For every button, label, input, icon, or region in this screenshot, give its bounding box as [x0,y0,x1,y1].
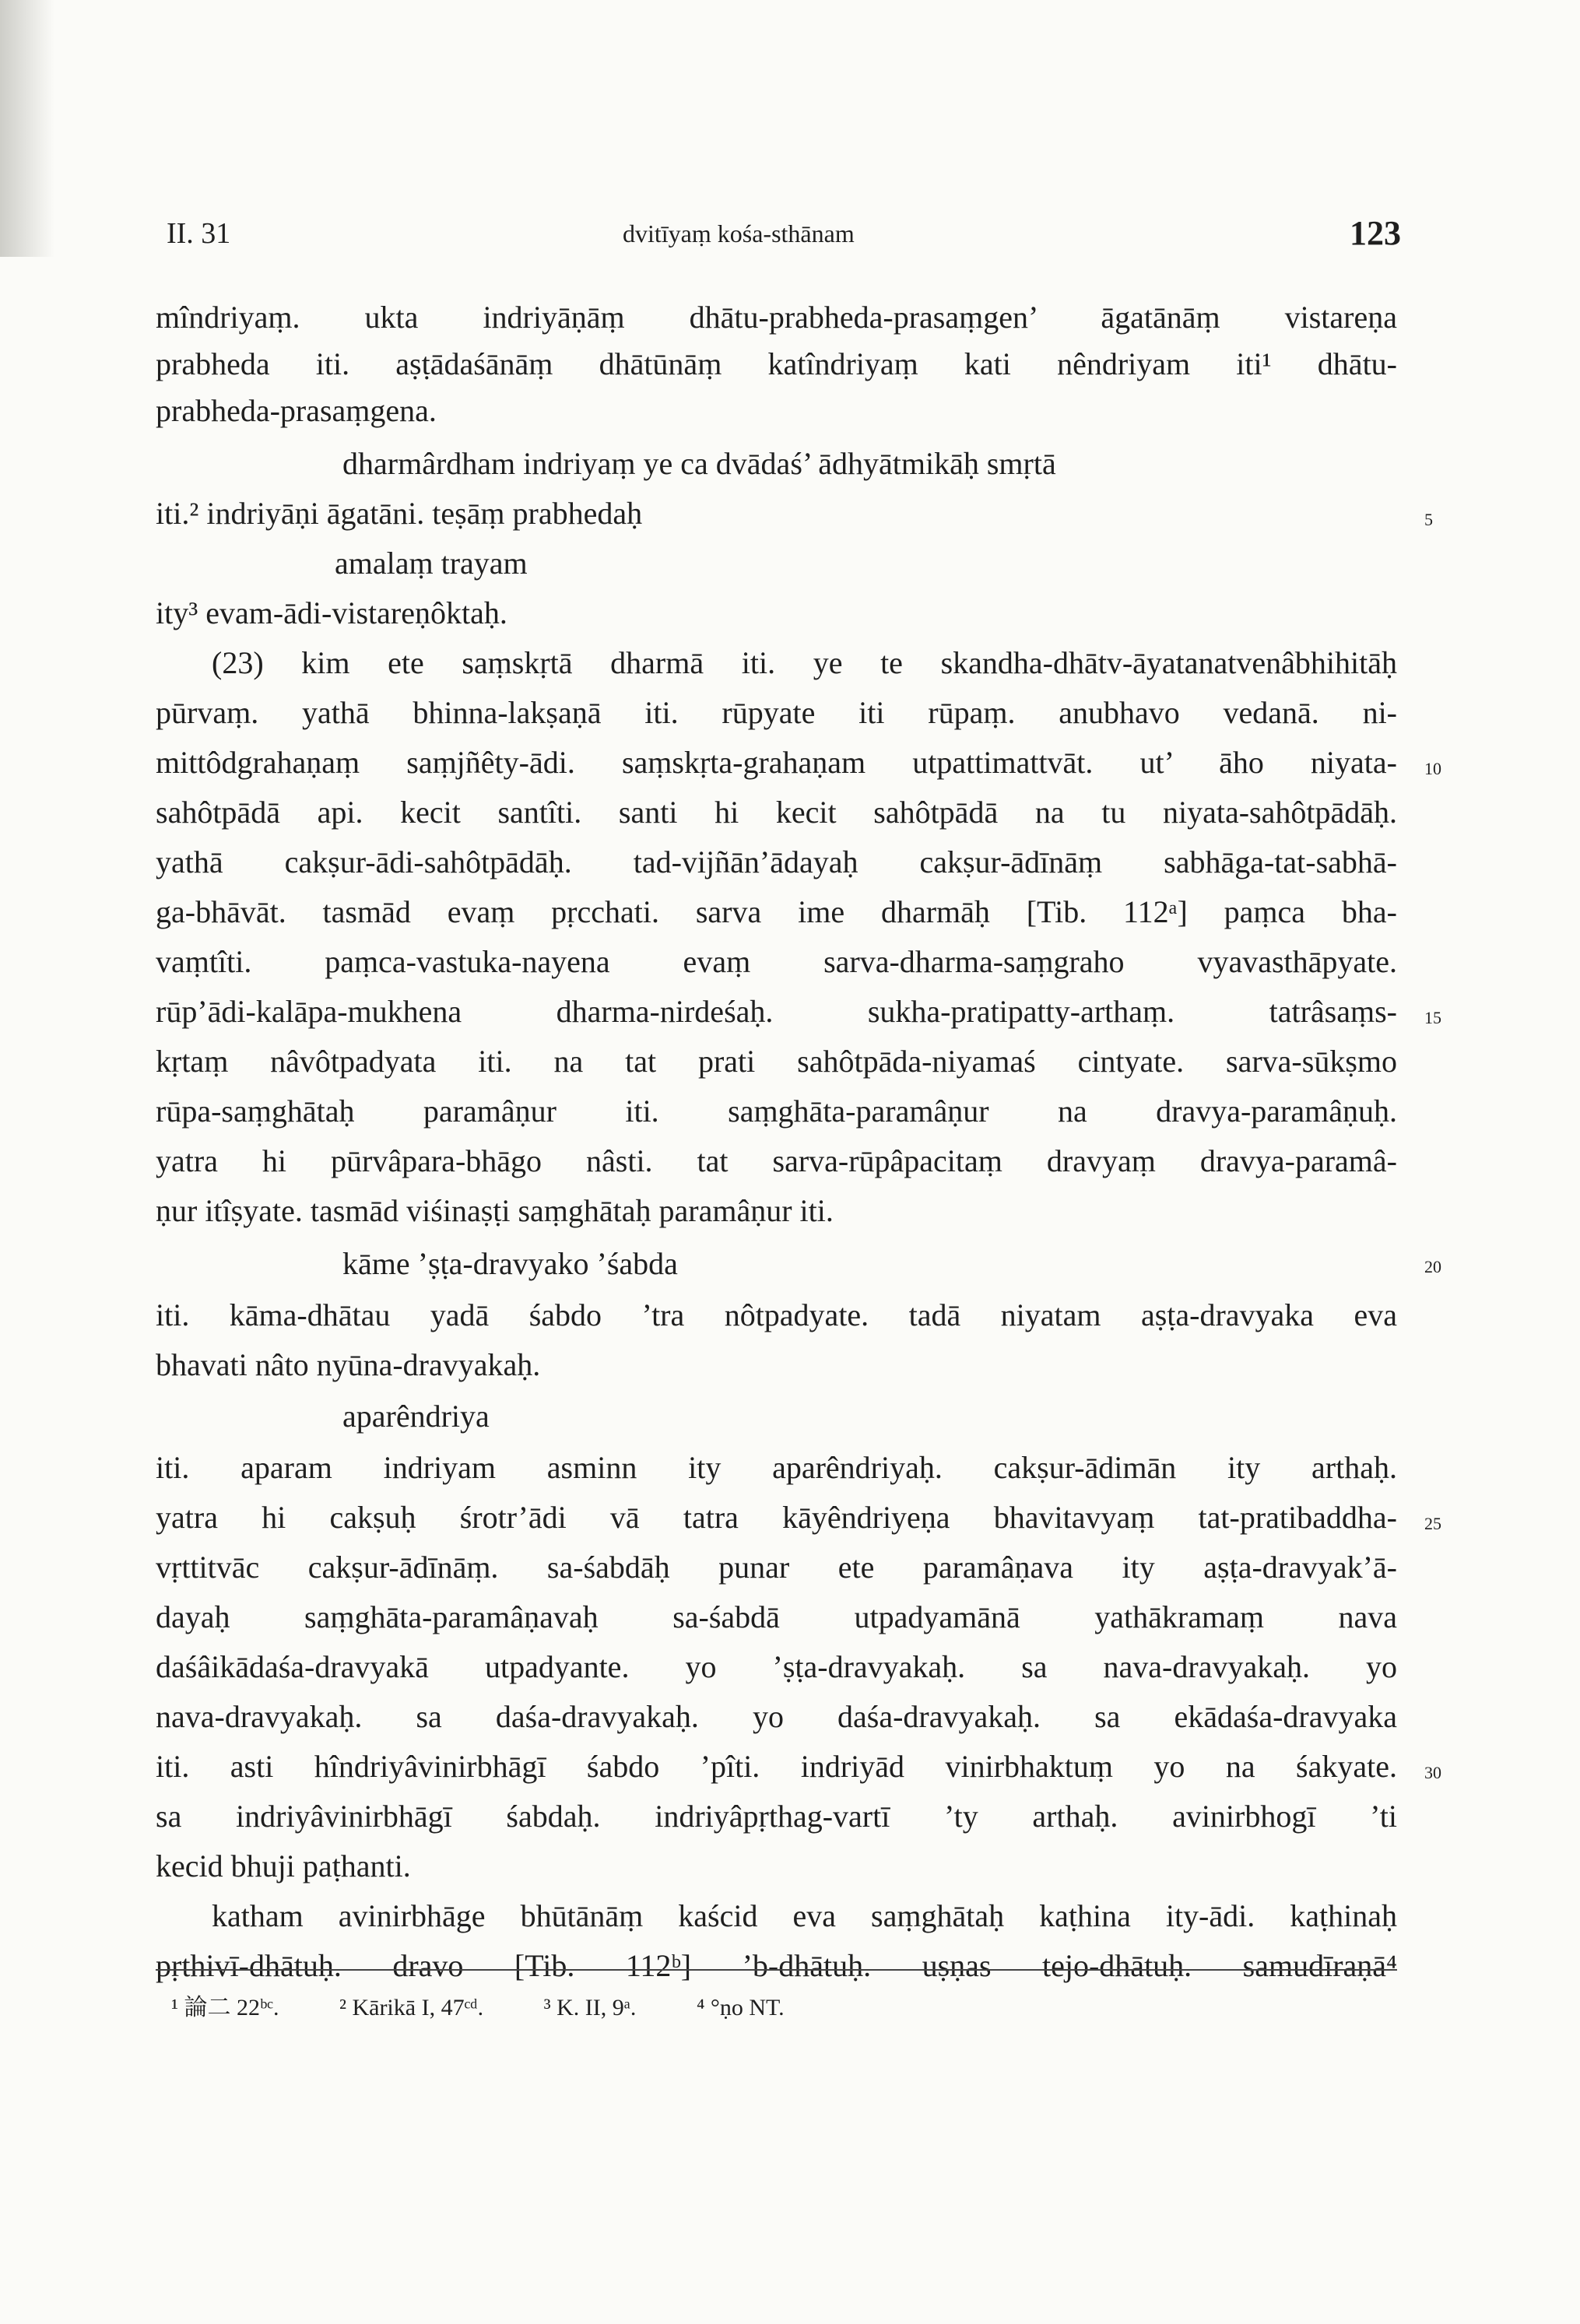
text-line: iti. aparam indriyam asminn ity aparêndriyaḥ. cakṣur-ādimān ity arthaḥ. [156,1450,1397,1485]
line-number: 15 [1424,1008,1441,1027]
footnote: ² Kārikā I, 47ᶜᵈ. [339,1995,484,2020]
footnotes [171,1988,839,2022]
text-line: ṇur itîṣyate. tasmād viśinaṣṭi saṃghātaḥ paramâṇur iti. [156,1193,834,1228]
verse-line: aparêndriya [342,1399,490,1434]
running-title: dvitīyaṃ kośa-sthānam [623,219,855,247]
text-line: ga-bhāvāt. tasmād evaṃ pṛcchati. sarva ime dharmāḥ [Tib. 112ᵃ] paṃca bha- [156,894,1397,929]
line-number: 5 [1424,510,1433,529]
text-line: kecid bhuji paṭhanti. [156,1848,411,1883]
paragraph-start-line: (23) kim ete saṃskṛtā dharmā iti. ye te skandha-dhātv-āyatanatvenâbhihitāḥ [212,645,1397,680]
text-line: sa indriyâvinirbhāgī śabdaḥ. indriyâpṛthag-vartī ’ty arthaḥ. avinirbhogī ’ti [156,1799,1397,1834]
text-line: mittôdgrahaṇaṃ saṃjñêty-ādi. saṃskṛta-grahaṇam utpattimattvāt. ut’ āho niyata- [156,745,1397,780]
text-line: dayaḥ saṃghāta-paramâṇavaḥ sa-śabdā utpadyamānā yathākramaṃ nava [156,1599,1397,1634]
text-line: daśâikādaśa-dravyakā utpadyante. yo ’ṣṭa-dravyakaḥ. sa nava-dravyakaḥ. yo [156,1649,1397,1684]
footnote: ⁴ °ṇo NT. [696,1995,785,2020]
verse-line: kāme ’ṣṭa-dravyako ’śabda [342,1246,678,1281]
text-line: pṛthivī-dhātuḥ. dravo [Tib. 112ᵇ] ’b-dhātuḥ. uṣṇas tejo-dhātuḥ. samudīraṇā⁴ [156,1948,1397,1983]
footnote: ¹ 論二 22ᵇᶜ. [171,1995,279,2020]
line-number: 10 [1424,759,1441,778]
verse-line: amalaṃ trayam [335,546,528,581]
line-number: 20 [1424,1257,1441,1276]
text-line: prabheda-prasaṃgena. [156,393,437,428]
text-line: vṛttitvāc cakṣur-ādīnāṃ. sa-śabdāḥ punar ete paramâṇava ity aṣṭa-dravyak’ā- [156,1550,1397,1585]
line-number: 25 [1424,1514,1441,1533]
footnote: ³ K. II, 9ᵃ. [543,1995,637,2020]
text-line: iti. kāma-dhātau yadā śabdo ’tra nôtpadyate. tadā niyatam aṣṭa-dravyaka eva [156,1297,1397,1332]
text-line: pūrvaṃ. yathā bhinna-lakṣaṇā iti. rūpyate iti rūpaṃ. anubhavo vedanā. ni- [156,695,1397,730]
section-reference: II. 31 [167,217,231,250]
text-line: iti. asti hîndriyâvinirbhāgī śabdo ’pîti. indriyād vinirbhaktuṃ yo na śakyate. [156,1749,1397,1784]
verse-line: dharmârdham indriyaṃ ye ca dvādaś’ ādhyātmikāḥ smṛtā [342,446,1056,481]
text-line: mîndriyaṃ. ukta indriyāṇāṃ dhātu-prabheda-prasaṃgen’ āgatānāṃ vistareṇa [156,300,1397,335]
scan-edge-shadow [0,0,54,257]
text-line: yatra hi cakṣuḥ śrotr’ādi vā tatra kāyêndriyeṇa bhavitavyaṃ tat-pratibaddha- [156,1500,1397,1535]
text-line: ity³ evam-ādi-vistareṇôktaḥ. [156,595,507,630]
line-number: 30 [1424,1763,1441,1782]
text-line: prabheda iti. aṣṭādaśānāṃ dhātūnāṃ katîndriyaṃ kati nêndriyam iti¹ dhātu- [156,346,1397,381]
page-number: 123 [1350,214,1401,252]
paragraph-start-line: katham avinirbhāge bhūtānāṃ kaścid eva saṃghātaḥ kaṭhina ity-ādi. kaṭhinaḥ [212,1898,1397,1933]
text-line: vaṃtîti. paṃca-vastuka-nayena evaṃ sarva-dharma-saṃgraho vyavasthāpyate. [156,944,1397,979]
text-line: rūp’ādi-kalāpa-mukhena dharma-nirdeśaḥ. sukha-pratipatty-arthaṃ. tatrâsaṃs- [156,994,1397,1029]
footnote-rule [156,1969,1397,1971]
text-line: nava-dravyakaḥ. sa daśa-dravyakaḥ. yo daśa-dravyakaḥ. sa ekādaśa-dravyaka [156,1699,1397,1734]
text-line: bhavati nâto nyūna-dravyakaḥ. [156,1347,541,1382]
text-line: kṛtaṃ nâvôtpadyata iti. na tat prati sahôtpāda-niyamaś cintyate. sarva-sūkṣmo [156,1044,1397,1079]
text-line: yatra hi pūrvâpara-bhāgo nâsti. tat sarva-rūpâpacitaṃ dravyaṃ dravya-paramâ- [156,1143,1397,1178]
text-line: iti.² indriyāṇi āgatāni. teṣāṃ prabhedaḥ [156,496,643,531]
text-line: yathā cakṣur-ādi-sahôtpādāḥ. tad-vijñān’ādayaḥ cakṣur-ādīnāṃ sabhāga-tat-sabhā- [156,844,1397,879]
text-line: sahôtpādā api. kecit santîti. santi hi kecit sahôtpādā na tu niyata-sahôtpādāḥ. [156,795,1397,830]
text-line: rūpa-saṃghātaḥ paramâṇur iti. saṃghāta-paramâṇur na dravya-paramâṇuḥ. [156,1094,1397,1129]
